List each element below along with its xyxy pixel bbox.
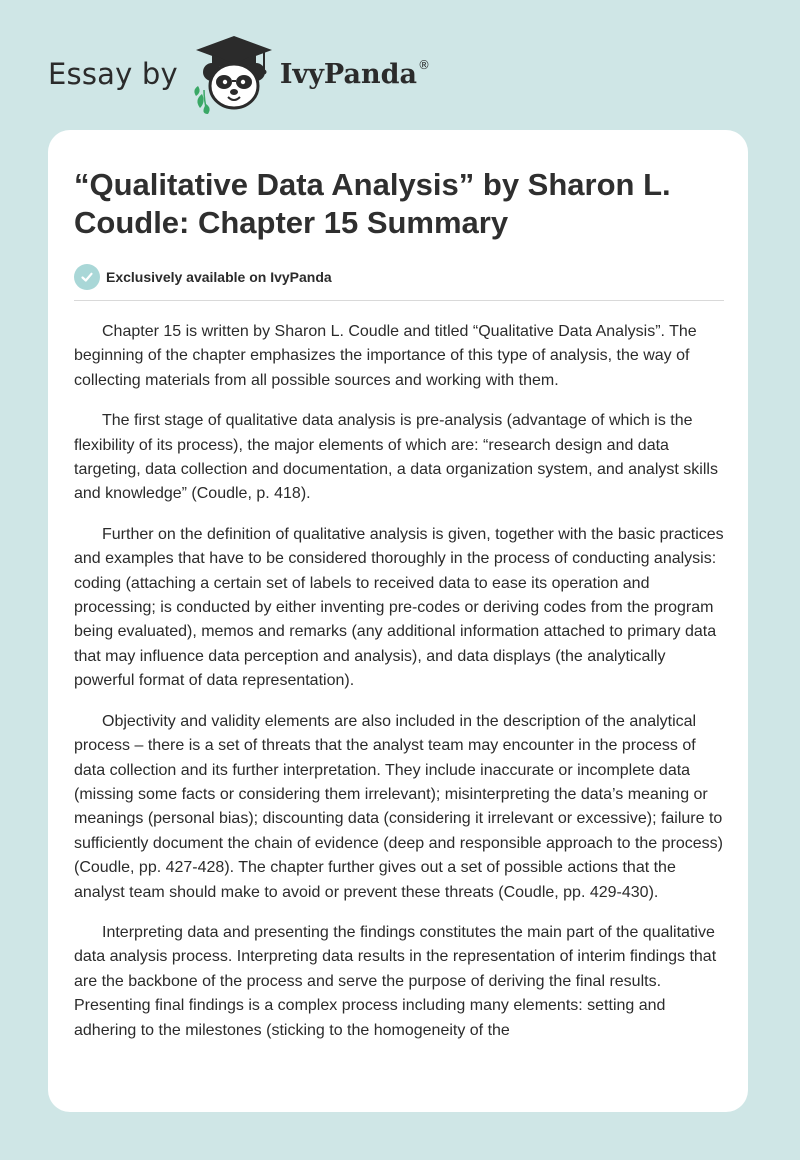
essay-card: [48, 130, 748, 1112]
brand-prefix: Essay by: [48, 57, 178, 91]
essay-body: [74, 320, 724, 1043]
exclusive-badge: [74, 264, 724, 290]
paragraph: Further on the definition of qualitative analysis is given, together with the basic practices and examples that have to be considered thoroughly in the process of conducting analysis: coding (attaching a certain set of labels to received data to ease its operation and processing; is conducted by either inventing pre-codes or deriving codes from the program being evaluated), memos and remarks (any additional information attached to primary data that may influence data perception and analysis), and data displays (the analytically powerful format of data representation).: [74, 525, 724, 690]
checkmark-icon: [74, 264, 100, 290]
panda-graduation-cap-icon: [192, 34, 276, 114]
paragraph: Chapter 15 is written by Sharon L. Coudle and titled “Qualitative Data Analysis”. The beginning of the chapter emphasizes the importance of this type of analysis, the way of collecting materials from all possible sources and working with them.: [74, 323, 697, 389]
divider: [74, 300, 724, 301]
page-title: “Qualitative Data Analysis” by Sharon L. Coudle: Chapter 15 Summary: [74, 167, 671, 240]
paragraph: Interpreting data and presenting the findings constitutes the main part of the qualitative data analysis process. Interpreting data results in the representation of interim findings that are the backbone of the process and serve the purpose of deriving the final results. Presenting final findings is a complex process including many elements: setting and adhering to the milestones (sticking to the homogeneity of the: [74, 923, 717, 1039]
registered-mark: ®: [417, 58, 430, 72]
exclusive-label: Exclusively available on IvyPanda: [106, 269, 332, 285]
paragraph: The first stage of qualitative data analysis is pre-analysis (advantage of which is the flexibility of its process), the major elements of which are: “research design and data targeting, data collection and documentation, a data organization system, and analyst skills and knowledge” (Coudle, p. 418).: [74, 412, 718, 503]
brand-name: IvyPanda: [279, 58, 417, 90]
essay-content: [74, 166, 724, 1059]
brand-logo[interactable]: [48, 34, 430, 114]
paragraph: Objectivity and validity elements are also included in the description of the analytical process – there is a set of threats that the analyst team may encounter in the process of data collection and its further interpretation. They include inaccurate or incomplete data (missing some facts or considering them irrelevant); misinterpreting the data’s meaning or meanings (personal bias); discounting data (considering it irrelevant or excessive); failure to sufficiently document the chain of evidence (deep and responsible approach to the process) (Coudle, pp. 427-428). The chapter further gives out a set of possible actions that the analyst team should make to avoid or prevent these threats (Coudle, pp. 429-430).: [74, 712, 723, 901]
